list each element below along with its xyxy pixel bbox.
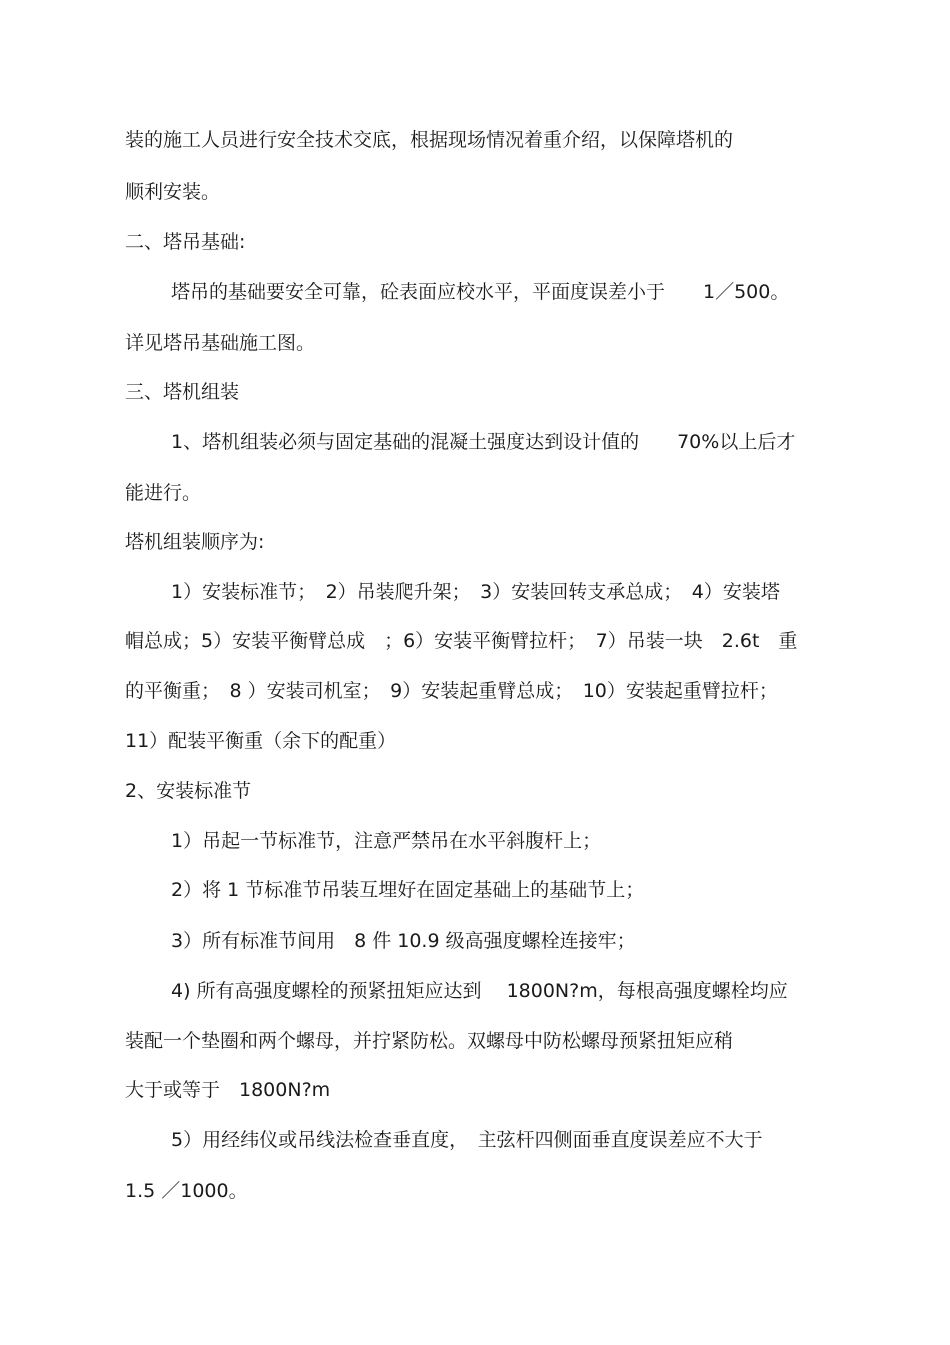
list-item: 2）将 1 节标准节吊装互埋好在固定基础上的基础节上； — [171, 879, 645, 901]
paragraph-line: 大于或等于 1800N?m — [125, 1079, 331, 1101]
list-item: 1）吊起一节标准节，注意严禁吊在水平斜腹杆上； — [171, 830, 602, 852]
section-heading: 2、安装标准节 — [125, 780, 252, 802]
section-heading: 三、塔机组装 — [125, 381, 240, 403]
paragraph-line: 1.5 ／1000。 — [125, 1180, 248, 1202]
section-heading: 二、塔吊基础: — [125, 231, 246, 253]
paragraph-line: 能进行。 — [125, 482, 202, 504]
paragraph-line: 帽总成；5）安装平衡臂总成 ；6）安装平衡臂拉杆； 7）吊装一块 2.6t 重 — [125, 630, 798, 652]
list-item: 5）用经纬仪或吊线法检查垂直度， 主弦杆四侧面垂直度误差应不大于 — [171, 1129, 763, 1151]
paragraph-line: 1、塔机组装必须与固定基础的混凝土强度达到设计值的 70%以上后才 — [171, 431, 796, 453]
paragraph-line: 塔吊的基础要安全可靠，砼表面应校水平，平面度误差小于 1／500。 — [171, 281, 790, 303]
list-item: 4) 所有高强度螺栓的预紧扭矩应达到 1800N?m，每根高强度螺栓均应 — [171, 980, 788, 1002]
paragraph-line: 1）安装标准节； 2）吊装爬升架； 3）安装回转支承总成； 4）安装塔 — [171, 581, 780, 603]
list-item: 3）所有标准节间用 8 件 10.9 级高强度螺栓连接牢； — [171, 930, 636, 952]
paragraph-line: 塔机组装顺序为: — [125, 531, 265, 553]
paragraph-line: 顺利安装。 — [125, 181, 221, 203]
paragraph-line: 装配一个垫圈和两个螺母，并拧紧防松。双螺母中防松螺母预紧扭矩应稍 — [125, 1030, 734, 1052]
paragraph-line: 的平衡重； 8 ）安装司机室； 9）安装起重臂总成； 10）安装起重臂拉杆； — [125, 680, 778, 702]
paragraph-line: 装的施工人员进行安全技术交底，根据现场情况着重介绍，以保障塔机的 — [125, 129, 734, 151]
paragraph-line: 详见塔吊基础施工图。 — [125, 332, 316, 354]
paragraph-line: 11）配装平衡重（余下的配重） — [125, 730, 397, 752]
